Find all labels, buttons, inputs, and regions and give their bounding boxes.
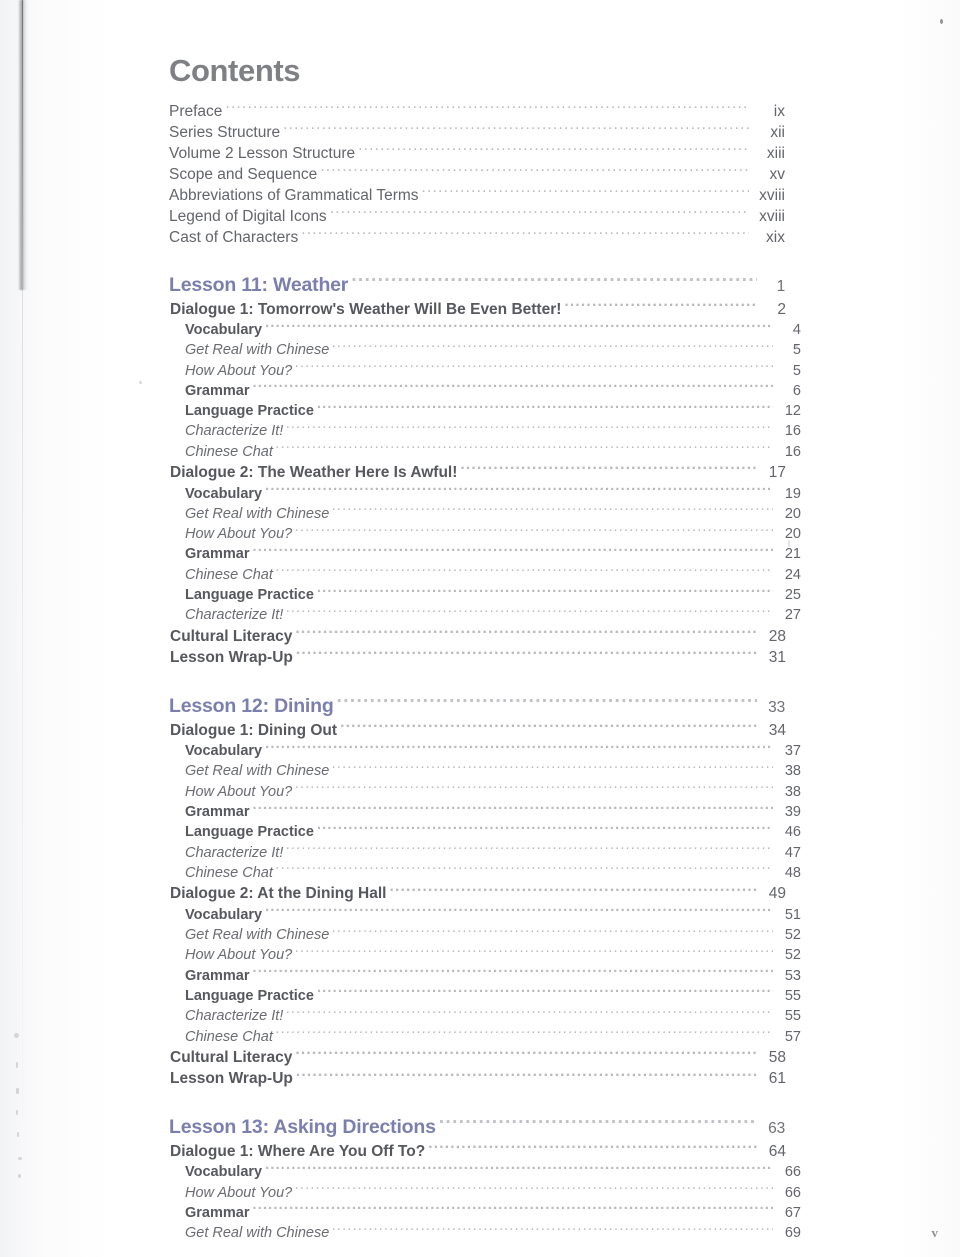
lesson-subentry[interactable] <box>169 842 801 862</box>
toc-entry-page-number: 53 <box>784 967 801 984</box>
leader-dots <box>283 121 749 137</box>
dialogue-entry[interactable] <box>169 462 786 484</box>
toc-entry-label: Get Real with Chinese <box>185 505 330 522</box>
toc-entry-label: Chinese Chat <box>185 864 273 881</box>
leader-dots <box>295 524 773 539</box>
leader-dots <box>317 985 773 1000</box>
toc-entry-label: Characterize It! <box>185 607 284 624</box>
toc-entry-label: Volume 2 Lesson Structure <box>169 144 356 162</box>
toc-entry-page-number: 37 <box>784 743 801 760</box>
toc-entry-label: Lesson 12: Dining <box>169 694 334 717</box>
toc-entry-page-number: 24 <box>784 566 801 583</box>
toc-content-column <box>169 53 801 1243</box>
lesson-subentry[interactable] <box>169 401 801 421</box>
leader-dots <box>295 360 773 375</box>
leader-dots <box>332 1223 773 1238</box>
leader-dots <box>265 320 773 335</box>
toc-entry-label: Lesson 11: Weather <box>169 273 349 296</box>
leader-dots <box>252 802 773 817</box>
leader-dots <box>422 184 749 200</box>
toc-entry-label: Cultural Literacy <box>170 1048 293 1066</box>
lesson-subentry[interactable] <box>169 761 801 781</box>
toc-entry-page-number: xviii <box>759 186 785 204</box>
toc-entry-label: Get Real with Chinese <box>185 763 330 780</box>
lesson-subentry[interactable] <box>169 1026 801 1046</box>
toc-entry-label: Cast of Characters <box>169 228 299 246</box>
toc-entry-label: Dialogue 1: Where Are You Off To? <box>170 1142 426 1160</box>
leader-dots <box>296 1068 758 1084</box>
toc-entry-label: Lesson Wrap-Up <box>170 1070 293 1088</box>
toc-entry-page-number: 21 <box>784 546 801 563</box>
leader-dots <box>295 945 773 960</box>
toc-entry-label: Get Real with Chinese <box>185 927 330 944</box>
toc-entry-label: Language Practice <box>185 403 314 420</box>
lesson-section-entry[interactable] <box>169 1046 786 1068</box>
toc-entry-label: Dialogue 1: Dining Out <box>170 721 338 739</box>
toc-entry-page-number: 12 <box>784 403 801 420</box>
toc-entry-page-number: ix <box>773 102 785 120</box>
lesson-subentry[interactable] <box>169 822 801 842</box>
lesson-subentry[interactable] <box>169 862 801 882</box>
lessons-list <box>169 271 801 1243</box>
leader-dots <box>439 1113 757 1133</box>
toc-entry-page-number: 16 <box>784 443 801 460</box>
lesson-subentry[interactable] <box>169 360 801 380</box>
toc-entry-label: How About You? <box>185 947 293 964</box>
leader-dots <box>564 298 758 314</box>
leader-dots <box>358 142 749 158</box>
toc-entry-page-number: 25 <box>784 587 801 604</box>
lesson-subentry[interactable] <box>169 1223 801 1243</box>
toc-entry-page-number: 33 <box>768 698 785 716</box>
lesson-subentry[interactable] <box>169 781 801 801</box>
front-matter-list <box>169 100 785 247</box>
toc-entry-page-number: 2 <box>777 300 786 318</box>
lesson-subentry[interactable] <box>169 945 801 965</box>
leader-dots <box>317 822 773 837</box>
toc-entry-page-number: 46 <box>784 824 801 841</box>
leader-dots <box>296 647 758 663</box>
toc-entry-label: Series Structure <box>169 123 281 141</box>
leader-dots <box>286 421 773 436</box>
lesson-subentry[interactable] <box>169 564 801 584</box>
toc-entry-page-number: 5 <box>792 342 801 359</box>
toc-entry-page-number: 1 <box>776 277 785 295</box>
front-matter-entry[interactable] <box>169 100 785 121</box>
toc-entry-label: Grammar <box>185 967 250 984</box>
toc-entry-label: Scope and Sequence <box>169 165 318 183</box>
toc-entry-page-number: 27 <box>784 607 801 624</box>
lesson-section-entry[interactable] <box>169 625 786 647</box>
lesson-subentry[interactable] <box>169 524 801 544</box>
lesson-subentry[interactable] <box>169 1006 801 1026</box>
leader-dots <box>252 1202 773 1217</box>
leader-dots <box>295 1182 773 1197</box>
front-matter-entry[interactable] <box>169 163 785 184</box>
leader-dots <box>428 1140 758 1156</box>
lesson-subentry[interactable] <box>169 802 801 822</box>
leader-dots <box>301 226 749 242</box>
toc-entry-label: Lesson Wrap-Up <box>170 649 293 667</box>
toc-entry-label: Language Practice <box>185 824 314 841</box>
toc-entry-label: Cultural Literacy <box>170 627 293 645</box>
leader-dots <box>317 401 773 416</box>
toc-entry-label: Preface <box>169 102 223 120</box>
toc-entry-label: Vocabulary <box>185 906 263 923</box>
toc-entry-label: Chinese Chat <box>185 1028 273 1045</box>
leader-dots <box>252 380 773 395</box>
toc-entry-page-number: 48 <box>784 864 801 881</box>
leader-dots <box>340 719 758 735</box>
lesson-subentry[interactable] <box>169 1182 801 1202</box>
leader-dots <box>330 205 749 221</box>
lesson-section-entry[interactable] <box>169 1068 786 1090</box>
toc-entry-page-number: 5 <box>792 362 801 379</box>
lesson-subentry[interactable] <box>169 340 801 360</box>
toc-entry-page-number: 57 <box>784 1028 801 1045</box>
leader-dots <box>225 100 749 116</box>
toc-entry-page-number: 49 <box>768 885 786 903</box>
toc-entry-label: Dialogue 2: At the Dining Hall <box>170 885 387 903</box>
toc-entry-label: Characterize It! <box>185 844 284 861</box>
toc-entry-page-number: xv <box>769 165 785 183</box>
leader-dots <box>276 441 773 456</box>
toc-entry-label: Language Practice <box>185 587 314 604</box>
leader-dots <box>252 965 773 980</box>
toc-entry-page-number: 28 <box>768 627 786 645</box>
toc-entry-label: Chinese Chat <box>185 443 273 460</box>
lesson-block <box>169 271 801 668</box>
leader-dots <box>286 842 773 857</box>
lesson-block <box>169 692 801 1089</box>
toc-entry-page-number: 38 <box>784 763 801 780</box>
leader-dots <box>276 564 773 579</box>
leader-dots <box>332 761 773 776</box>
toc-entry-page-number: 55 <box>784 987 801 1004</box>
front-matter-entry[interactable] <box>169 184 785 205</box>
toc-entry-page-number: 51 <box>784 906 801 923</box>
toc-entry-page-number: 34 <box>768 721 786 739</box>
lesson-subentry[interactable] <box>169 380 801 400</box>
lesson-subentry[interactable] <box>169 585 801 605</box>
toc-entry-label: Vocabulary <box>185 743 263 760</box>
lesson-heading-1[interactable] <box>169 271 785 298</box>
toc-entry-page-number: 38 <box>784 783 801 800</box>
front-matter-entry[interactable] <box>169 226 785 247</box>
toc-entry-page-number: 58 <box>768 1048 786 1066</box>
lesson-subentry[interactable] <box>169 605 801 625</box>
leader-dots <box>265 741 773 756</box>
toc-entry-page-number: 69 <box>784 1225 801 1242</box>
toc-entry-page-number: 31 <box>768 649 786 667</box>
lesson-heading-2[interactable] <box>169 692 785 719</box>
leader-dots <box>295 781 773 796</box>
lesson-subentry[interactable] <box>169 503 801 523</box>
leader-dots <box>276 1026 773 1041</box>
toc-entry-page-number: 55 <box>784 1008 801 1025</box>
leader-dots <box>332 925 773 940</box>
leader-dots <box>265 904 773 919</box>
leader-dots <box>265 1162 773 1177</box>
lesson-subentry[interactable] <box>169 421 801 441</box>
toc-entry-label: Dialogue 2: The Weather Here Is Awful! <box>170 464 458 482</box>
toc-entry-label: How About You? <box>185 1184 293 1201</box>
leader-dots <box>332 340 773 355</box>
lesson-subentry[interactable] <box>169 1202 801 1222</box>
toc-entry-label: Vocabulary <box>185 322 263 338</box>
toc-entry-label: Chinese Chat <box>185 566 273 583</box>
dialogue-entry[interactable] <box>169 719 786 741</box>
front-matter-entry[interactable] <box>169 205 785 226</box>
front-matter-entry[interactable] <box>169 142 785 163</box>
toc-entry-label: How About You? <box>185 526 293 543</box>
lesson-subentry[interactable] <box>169 985 801 1005</box>
leader-dots <box>332 503 773 518</box>
toc-entry-page-number: 39 <box>784 804 801 821</box>
toc-entry-page-number: 64 <box>768 1142 786 1160</box>
lesson-subentry[interactable] <box>169 320 801 340</box>
toc-entry-page-number: xix <box>766 228 785 246</box>
toc-entry-label: Characterize It! <box>185 1008 284 1025</box>
toc-entry-label: How About You? <box>185 783 293 800</box>
toc-entry-label: Grammar <box>185 804 250 821</box>
toc-entry-label: Grammar <box>185 546 250 563</box>
toc-entry-page-number: 47 <box>784 844 801 861</box>
toc-entry-page-number: 52 <box>784 927 801 944</box>
toc-entry-page-number: 20 <box>784 505 801 522</box>
leader-dots <box>389 883 758 899</box>
page-folio: v <box>931 1225 938 1240</box>
toc-entry-label: Grammar <box>185 1204 250 1221</box>
leader-dots <box>337 692 757 712</box>
toc-entry-page-number: 66 <box>784 1164 801 1181</box>
lesson-subentry[interactable] <box>169 483 801 503</box>
leader-dots <box>286 1006 773 1021</box>
leader-dots <box>295 1046 758 1062</box>
leader-dots <box>317 585 773 600</box>
leader-dots <box>351 271 757 291</box>
front-matter-entry[interactable] <box>169 121 785 142</box>
toc-entry-page-number: 6 <box>792 382 801 399</box>
toc-entry-page-number: 19 <box>784 485 801 502</box>
lesson-subentry[interactable] <box>169 1162 801 1182</box>
dialogue-entry[interactable] <box>169 1140 786 1162</box>
lesson-heading-3[interactable] <box>169 1113 785 1140</box>
toc-entry-label: Legend of Digital Icons <box>169 207 327 225</box>
toc-entry-label: Dialogue 1: Tomorrow's Weather Will Be Even Better! <box>170 300 562 318</box>
toc-entry-page-number: xii <box>770 123 785 141</box>
toc-entry-page-number: 4 <box>792 322 801 338</box>
lesson-subentry[interactable] <box>169 965 801 985</box>
toc-entry-label: How About You? <box>185 362 293 379</box>
dialogue-entry[interactable] <box>169 883 786 905</box>
leader-dots <box>265 483 773 498</box>
toc-entry-page-number: 16 <box>784 423 801 440</box>
lesson-subentry[interactable] <box>169 441 801 461</box>
leader-dots <box>252 544 773 559</box>
toc-entry-page-number: 67 <box>784 1204 801 1221</box>
toc-entry-label: Get Real with Chinese <box>185 342 330 359</box>
toc-entry-label: Vocabulary <box>185 485 263 502</box>
lesson-section-entry[interactable] <box>169 647 786 669</box>
toc-entry-page-number: 61 <box>768 1070 786 1088</box>
toc-entry-label: Characterize It! <box>185 423 284 440</box>
leader-dots <box>295 625 758 641</box>
dialogue-entry[interactable] <box>169 298 786 320</box>
lesson-subentry[interactable] <box>169 925 801 945</box>
toc-entry-page-number: 52 <box>784 947 801 964</box>
leader-dots <box>286 605 773 620</box>
lesson-block <box>169 1113 801 1243</box>
toc-entry-label: Language Practice <box>185 987 314 1004</box>
lesson-subentry[interactable] <box>169 741 801 761</box>
toc-entry-label: Lesson 13: Asking Directions <box>169 1115 436 1138</box>
toc-entry-page-number: 20 <box>784 526 801 543</box>
toc-entry-label: Get Real with Chinese <box>185 1225 330 1242</box>
page-title: Contents <box>169 53 301 88</box>
toc-entry-page-number: xiii <box>766 144 785 162</box>
leader-dots <box>320 163 749 179</box>
lesson-subentry[interactable] <box>169 904 801 924</box>
toc-entry-label: Vocabulary <box>185 1164 263 1181</box>
toc-entry-page-number: xviii <box>759 207 785 225</box>
toc-entry-label: Grammar <box>185 382 250 399</box>
toc-entry-label: Abbreviations of Grammatical Terms <box>169 186 419 204</box>
lesson-subentry[interactable] <box>169 544 801 564</box>
toc-entry-page-number: 66 <box>784 1184 801 1201</box>
toc-entry-page-number: 63 <box>768 1119 785 1137</box>
leader-dots <box>460 462 758 478</box>
leader-dots <box>276 862 773 877</box>
toc-entry-page-number: 17 <box>768 464 786 482</box>
